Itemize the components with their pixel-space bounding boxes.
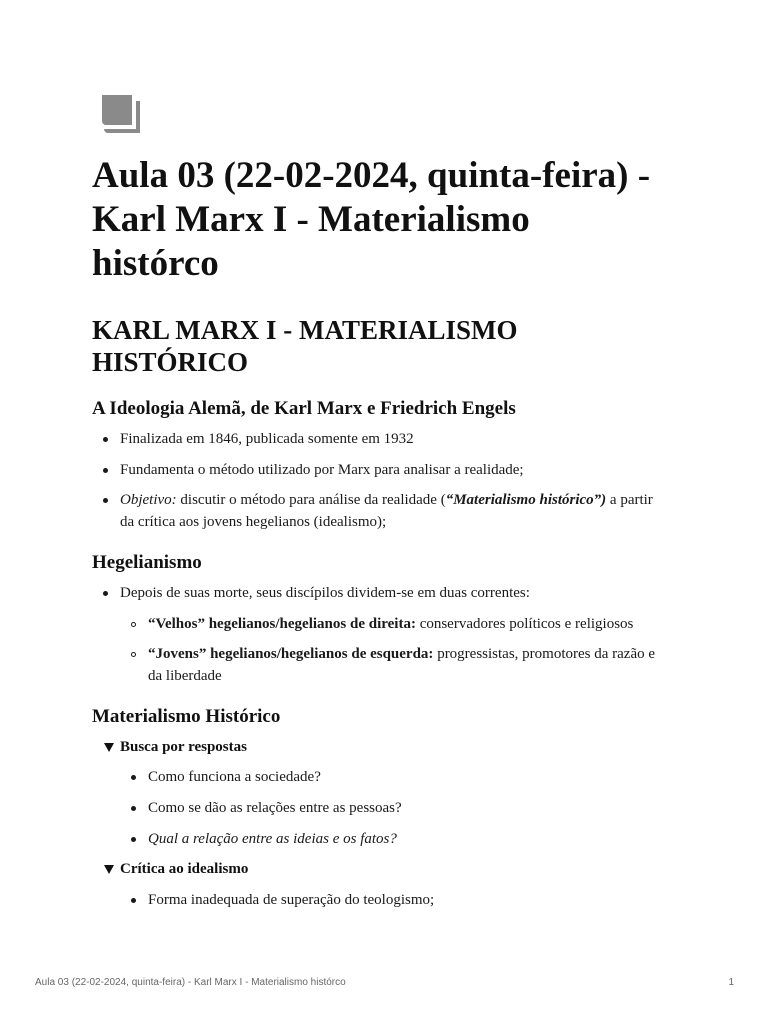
list-item: “Jovens” hegelianos/hegelianos de esquerda: progressistas, promotores da razão e da liberdade — [148, 646, 656, 684]
bullet-disc — [103, 437, 108, 442]
book-icon — [100, 93, 142, 135]
bullet-circle — [131, 652, 136, 657]
list-item: Objetivo: discutir o método para análise da realidade (“Materialismo histórico”) a partir da crítica aos jovens hegelianos (idealismo); — [120, 492, 653, 530]
bullet-disc — [131, 898, 136, 903]
toggle-arrow-icon[interactable] — [104, 865, 114, 874]
bullet-disc — [131, 837, 136, 842]
heading-materialismo: Materialismo Histórico — [92, 706, 281, 727]
list-item: Como se dão as relações entre as pessoas? — [148, 800, 402, 816]
bullet-disc — [103, 498, 108, 503]
list-item: Depois de suas morte, seus discípilos dividem-se em duas correntes: — [120, 585, 530, 601]
toggle-arrow-icon[interactable] — [104, 743, 114, 752]
list-item: Qual a relação entre as ideias e os fatos? — [148, 831, 397, 847]
list-item: “Velhos” hegelianos/hegelianos de direita: conservadores políticos e religiosos — [148, 616, 634, 632]
toggle-critica[interactable]: Crítica ao idealismo — [120, 861, 249, 877]
bullet-circle — [131, 622, 136, 627]
section-heading: KARL MARX I - MATERIALISMO HISTÓRICO — [92, 315, 518, 377]
list-item: Como funciona a sociedade? — [148, 769, 321, 785]
list-item: Fundamenta o método utilizado por Marx para analisar a realidade; — [120, 462, 524, 478]
bullet-disc — [131, 806, 136, 811]
heading-hegelianismo: Hegelianismo — [92, 552, 202, 573]
bullet-disc — [103, 468, 108, 473]
footer-title: Aula 03 (22-02-2024, quinta-feira) - Karl Marx I - Materialismo histórco — [35, 977, 346, 988]
bullet-disc — [103, 591, 108, 596]
toggle-busca[interactable]: Busca por respostas — [120, 739, 247, 755]
list-item: Forma inadequada de superação do teologismo; — [148, 892, 435, 908]
page-number: 1 — [728, 977, 734, 988]
bullet-disc — [131, 775, 136, 780]
heading-ideologia: A Ideologia Alemã, de Karl Marx e Friedrich Engels — [92, 398, 516, 419]
page-title: Aula 03 (22-02-2024, quinta-feira) - Karl Marx I - Materialismo histórco — [92, 155, 651, 284]
list-item: Finalizada em 1846, publicada somente em 1932 — [120, 431, 414, 447]
